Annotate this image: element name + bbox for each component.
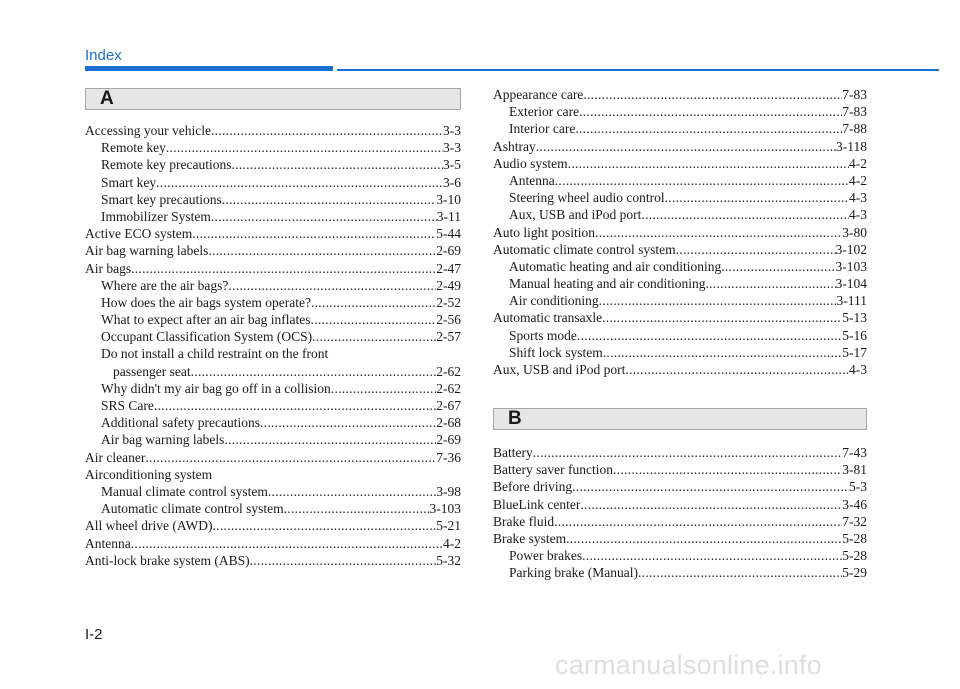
index-entry-page: 4-2	[849, 155, 867, 171]
index-entry-page: 3-103	[835, 258, 867, 274]
index-entry	[85, 517, 461, 534]
dot-leader	[568, 155, 849, 172]
index-entry	[85, 397, 461, 414]
index-entry-page: 7-88	[842, 121, 867, 137]
dot-leader	[580, 496, 842, 513]
dot-leader	[665, 189, 849, 206]
index-entry	[493, 103, 867, 120]
index-entry	[85, 225, 461, 242]
index-entry-page: 3-10	[436, 191, 461, 207]
dot-leader	[603, 344, 843, 361]
index-entry	[85, 242, 461, 259]
dot-leader	[331, 380, 436, 397]
index-entry-text: Active ECO system	[85, 226, 193, 242]
index-entry-page: 2-47	[436, 260, 461, 276]
index-entry-page: 2-69	[436, 243, 461, 259]
index-entry-page: 3-6	[443, 174, 461, 190]
index-entry	[85, 260, 461, 277]
index-entry-text: Remote key precautions	[101, 157, 232, 173]
index-entries-a-continued	[493, 86, 867, 378]
index-entry-page: 5-28	[842, 530, 867, 546]
index-entry-page: 5-44	[436, 226, 461, 242]
dot-leader	[676, 241, 836, 258]
index-entry-text: Ashtray	[493, 138, 536, 154]
dot-leader	[192, 225, 436, 242]
index-entry	[493, 241, 867, 258]
index-entry-page: 7-36	[436, 449, 461, 465]
index-entry	[85, 139, 461, 156]
index-entry	[493, 444, 867, 461]
dot-leader	[213, 517, 437, 534]
index-entry	[85, 483, 461, 500]
index-entry-page: 5-13	[842, 310, 867, 326]
index-entry	[85, 431, 461, 448]
dot-leader	[638, 564, 842, 581]
dot-leader	[208, 242, 436, 259]
index-entry-text: All wheel drive (AWD)	[85, 518, 213, 534]
index-entry-text: Interior care	[509, 121, 576, 137]
dot-leader	[224, 431, 436, 448]
index-entry	[85, 535, 461, 552]
index-entry	[85, 277, 461, 294]
index-entry-text: Battery saver function	[493, 462, 613, 478]
index-entry-page: 2-56	[436, 312, 461, 328]
index-entry-text: Airconditioning system	[85, 466, 213, 482]
index-entry-page: 3-80	[842, 224, 867, 240]
index-entry	[493, 189, 867, 206]
dot-leader	[228, 277, 436, 294]
page-header-title: Index	[85, 47, 122, 64]
index-entry-page: 4-3	[849, 362, 867, 377]
index-entry-page: 3-46	[842, 496, 867, 512]
index-entry-page: 4-2	[443, 535, 461, 551]
dot-leader	[533, 444, 843, 461]
index-entry-page: 4-2	[849, 172, 867, 188]
dot-leader	[613, 461, 842, 478]
index-entry	[85, 414, 461, 431]
index-entry	[85, 363, 461, 380]
index-entry-page: 2-52	[436, 294, 461, 310]
index-entry-page: 2-69	[436, 432, 461, 448]
index-entry-page: 3-3	[443, 123, 461, 138]
index-entry-text: What to expect after an air bag inflates	[101, 312, 311, 328]
section-letter-b: B	[508, 408, 522, 429]
index-entry-text: Automatic climate control system	[101, 501, 284, 517]
dot-leader	[231, 156, 443, 173]
index-entry-text: Automatic transaxle	[493, 310, 603, 326]
dot-leader	[145, 449, 436, 466]
index-entry-text: Power brakes	[509, 548, 583, 564]
index-entry	[85, 552, 461, 569]
index-entry-page: 3-5	[443, 157, 461, 173]
dot-leader	[582, 547, 842, 564]
index-entry	[493, 258, 867, 275]
dot-leader	[311, 311, 437, 328]
dot-leader	[579, 103, 842, 120]
index-entry-text: Air bag warning labels	[101, 432, 225, 448]
dot-leader	[250, 552, 437, 569]
index-entry-text: Brake system	[493, 530, 567, 546]
index-entry	[85, 156, 461, 173]
index-entry-text: Sports mode	[509, 327, 577, 343]
index-entry-page: 2-57	[436, 329, 461, 345]
index-entry	[85, 328, 461, 345]
header-rule-thin	[337, 69, 939, 71]
dot-leader	[536, 138, 836, 155]
dot-leader	[312, 328, 436, 345]
dot-leader	[284, 500, 430, 517]
index-entry-page: 2-49	[436, 277, 461, 293]
index-entry	[85, 380, 461, 397]
index-entry-text: Automatic climate control system	[493, 241, 676, 257]
index-entry-page: 5-28	[842, 548, 867, 564]
index-entry	[493, 547, 867, 564]
index-entry	[493, 309, 867, 326]
index-entry-page: 7-83	[842, 87, 867, 102]
section-letter-a: A	[100, 88, 114, 109]
index-entry-page: 5-3	[849, 479, 867, 495]
index-entry-text: Steering wheel audio control	[509, 190, 665, 206]
index-entry	[493, 86, 867, 103]
index-entry-page: 7-83	[842, 104, 867, 120]
header-rule-thick	[85, 66, 333, 71]
index-entry	[85, 208, 461, 225]
index-entry-page: 3-102	[835, 241, 867, 257]
index-entry-text: Auto light position	[493, 224, 596, 240]
dot-leader	[222, 191, 437, 208]
dot-leader	[705, 275, 835, 292]
index-entry	[85, 500, 461, 517]
index-entry-text: Where are the air bags?	[101, 277, 229, 293]
dot-leader	[641, 206, 849, 223]
dot-leader	[154, 397, 436, 414]
index-entry-text: Parking brake (Manual)	[509, 565, 638, 581]
dot-leader	[599, 292, 837, 309]
index-entry-text: Exterior care	[509, 104, 580, 120]
index-entry-text: Immobilizer System	[101, 208, 211, 224]
index-entry-text: Remote key	[101, 140, 166, 156]
index-entry-text: SRS Care	[101, 398, 154, 413]
section-letter-box-b	[493, 408, 867, 430]
index-entry	[493, 292, 867, 309]
dot-leader	[211, 208, 437, 225]
index-entry	[85, 449, 461, 466]
index-entry-text: Air cleaner	[85, 449, 146, 465]
index-entry-text: Audio system	[493, 155, 568, 171]
index-entry-text: Air conditioning	[509, 293, 599, 309]
index-entry-page: 3-98	[436, 483, 461, 499]
index-entry	[493, 496, 867, 513]
index-entry-page: 3-103	[429, 501, 461, 517]
index-entries-a	[85, 122, 461, 569]
index-entry-text: BlueLink center	[493, 496, 581, 512]
index-entry	[493, 361, 867, 378]
dot-leader	[625, 361, 849, 378]
index-entry-page: 3-118	[836, 138, 867, 154]
index-entry	[85, 345, 461, 362]
index-entry	[493, 206, 867, 223]
index-entry	[85, 191, 461, 208]
index-entry-page: 2-67	[436, 398, 461, 413]
index-entry-page: 3-11	[436, 208, 461, 224]
index-entry-text: Aux, USB and iPod port	[493, 362, 626, 377]
index-entry	[85, 122, 461, 139]
index-entry-page: 3-3	[443, 140, 461, 156]
index-entry-text: Manual climate control system	[101, 483, 268, 499]
index-entry	[493, 530, 867, 547]
dot-leader	[583, 86, 842, 103]
dot-leader	[191, 363, 437, 380]
index-entry	[493, 327, 867, 344]
index-entry-page: 5-29	[842, 565, 867, 581]
dot-leader	[166, 139, 443, 156]
dot-leader	[131, 260, 436, 277]
index-entry-page: 3-111	[836, 293, 867, 309]
index-entry-text: Why didn't my air bag go off in a collision	[101, 380, 331, 396]
index-entry-text: Shift lock system	[509, 344, 603, 360]
index-entry-text: Smart key precautions	[101, 191, 222, 207]
index-entries-b	[493, 444, 867, 582]
dot-leader	[721, 258, 835, 275]
index-entry-page: 3-81	[842, 462, 867, 478]
index-entry-text: Battery	[493, 445, 533, 460]
dot-leader	[575, 120, 842, 137]
index-entry-text: Antenna	[509, 172, 555, 188]
index-entry	[493, 344, 867, 361]
index-entry-page: 5-17	[842, 344, 867, 360]
page-number: I-2	[85, 626, 103, 643]
index-entry-page: 2-62	[436, 363, 461, 379]
dot-leader	[268, 483, 436, 500]
watermark-text: carmanualsonline.info	[555, 650, 822, 680]
index-entry-text: Automatic heating and air conditioning	[509, 258, 722, 274]
index-entry-page: 4-3	[849, 190, 867, 206]
index-entry-text: Air bags	[85, 260, 132, 276]
index-entry-text: Antenna	[85, 535, 131, 551]
index-entry	[493, 564, 867, 581]
index-entry-page: 3-104	[835, 276, 867, 292]
index-entry-text: Air bag warning labels	[85, 243, 209, 259]
index-entry-text: Accessing your vehicle	[85, 123, 211, 138]
index-entry-page: 4-3	[849, 207, 867, 223]
index-entry-text: Aux, USB and iPod port	[509, 207, 642, 223]
index-entry	[493, 120, 867, 137]
dot-leader	[595, 224, 842, 241]
index-entry-page: 7-32	[842, 513, 867, 529]
dot-leader	[131, 535, 443, 552]
index-entry	[85, 311, 461, 328]
index-entry	[493, 138, 867, 155]
index-entry-text: Before driving	[493, 479, 573, 495]
index-entry-page: 2-62	[436, 380, 461, 396]
index-entry-text: Do not install a child restraint on the front	[101, 346, 329, 362]
index-entry-page: 5-16	[842, 327, 867, 343]
index-entry-text: Additional safety precautions	[101, 415, 260, 431]
index-entry-text: passenger seat	[113, 363, 191, 379]
index-entry	[493, 461, 867, 478]
index-entry-text: Appearance care	[493, 87, 584, 102]
index-entry	[493, 478, 867, 495]
dot-leader	[211, 122, 443, 139]
dot-leader	[156, 174, 443, 191]
index-entry	[493, 224, 867, 241]
index-entry-text: Brake fluid	[493, 513, 555, 529]
index-entry-page: 5-21	[436, 518, 461, 534]
index-entry	[493, 275, 867, 292]
dot-leader	[572, 478, 849, 495]
index-entry	[85, 294, 461, 311]
index-entry-text: Anti-lock brake system (ABS)	[85, 552, 250, 568]
dot-leader	[554, 513, 842, 530]
index-entry-page: 2-68	[436, 415, 461, 431]
index-entry-text: Manual heating and air conditioning	[509, 276, 706, 292]
section-letter-box-a	[85, 88, 461, 110]
dot-leader	[311, 294, 436, 311]
dot-leader	[555, 172, 849, 189]
index-entry-text: How does the air bags system operate?	[101, 294, 311, 310]
dot-leader	[260, 414, 436, 431]
index-entry	[85, 174, 461, 191]
index-entry-text: Occupant Classification System (OCS)	[101, 329, 313, 345]
index-entry	[493, 513, 867, 530]
dot-leader	[566, 530, 842, 547]
index-entry	[493, 172, 867, 189]
dot-leader	[577, 327, 842, 344]
dot-leader	[602, 309, 842, 326]
index-entry	[85, 466, 461, 483]
index-entry-page: 5-32	[436, 552, 461, 568]
index-entry	[493, 155, 867, 172]
index-entry-page: 7-43	[842, 445, 867, 460]
index-entry-text: Smart key	[101, 174, 157, 190]
